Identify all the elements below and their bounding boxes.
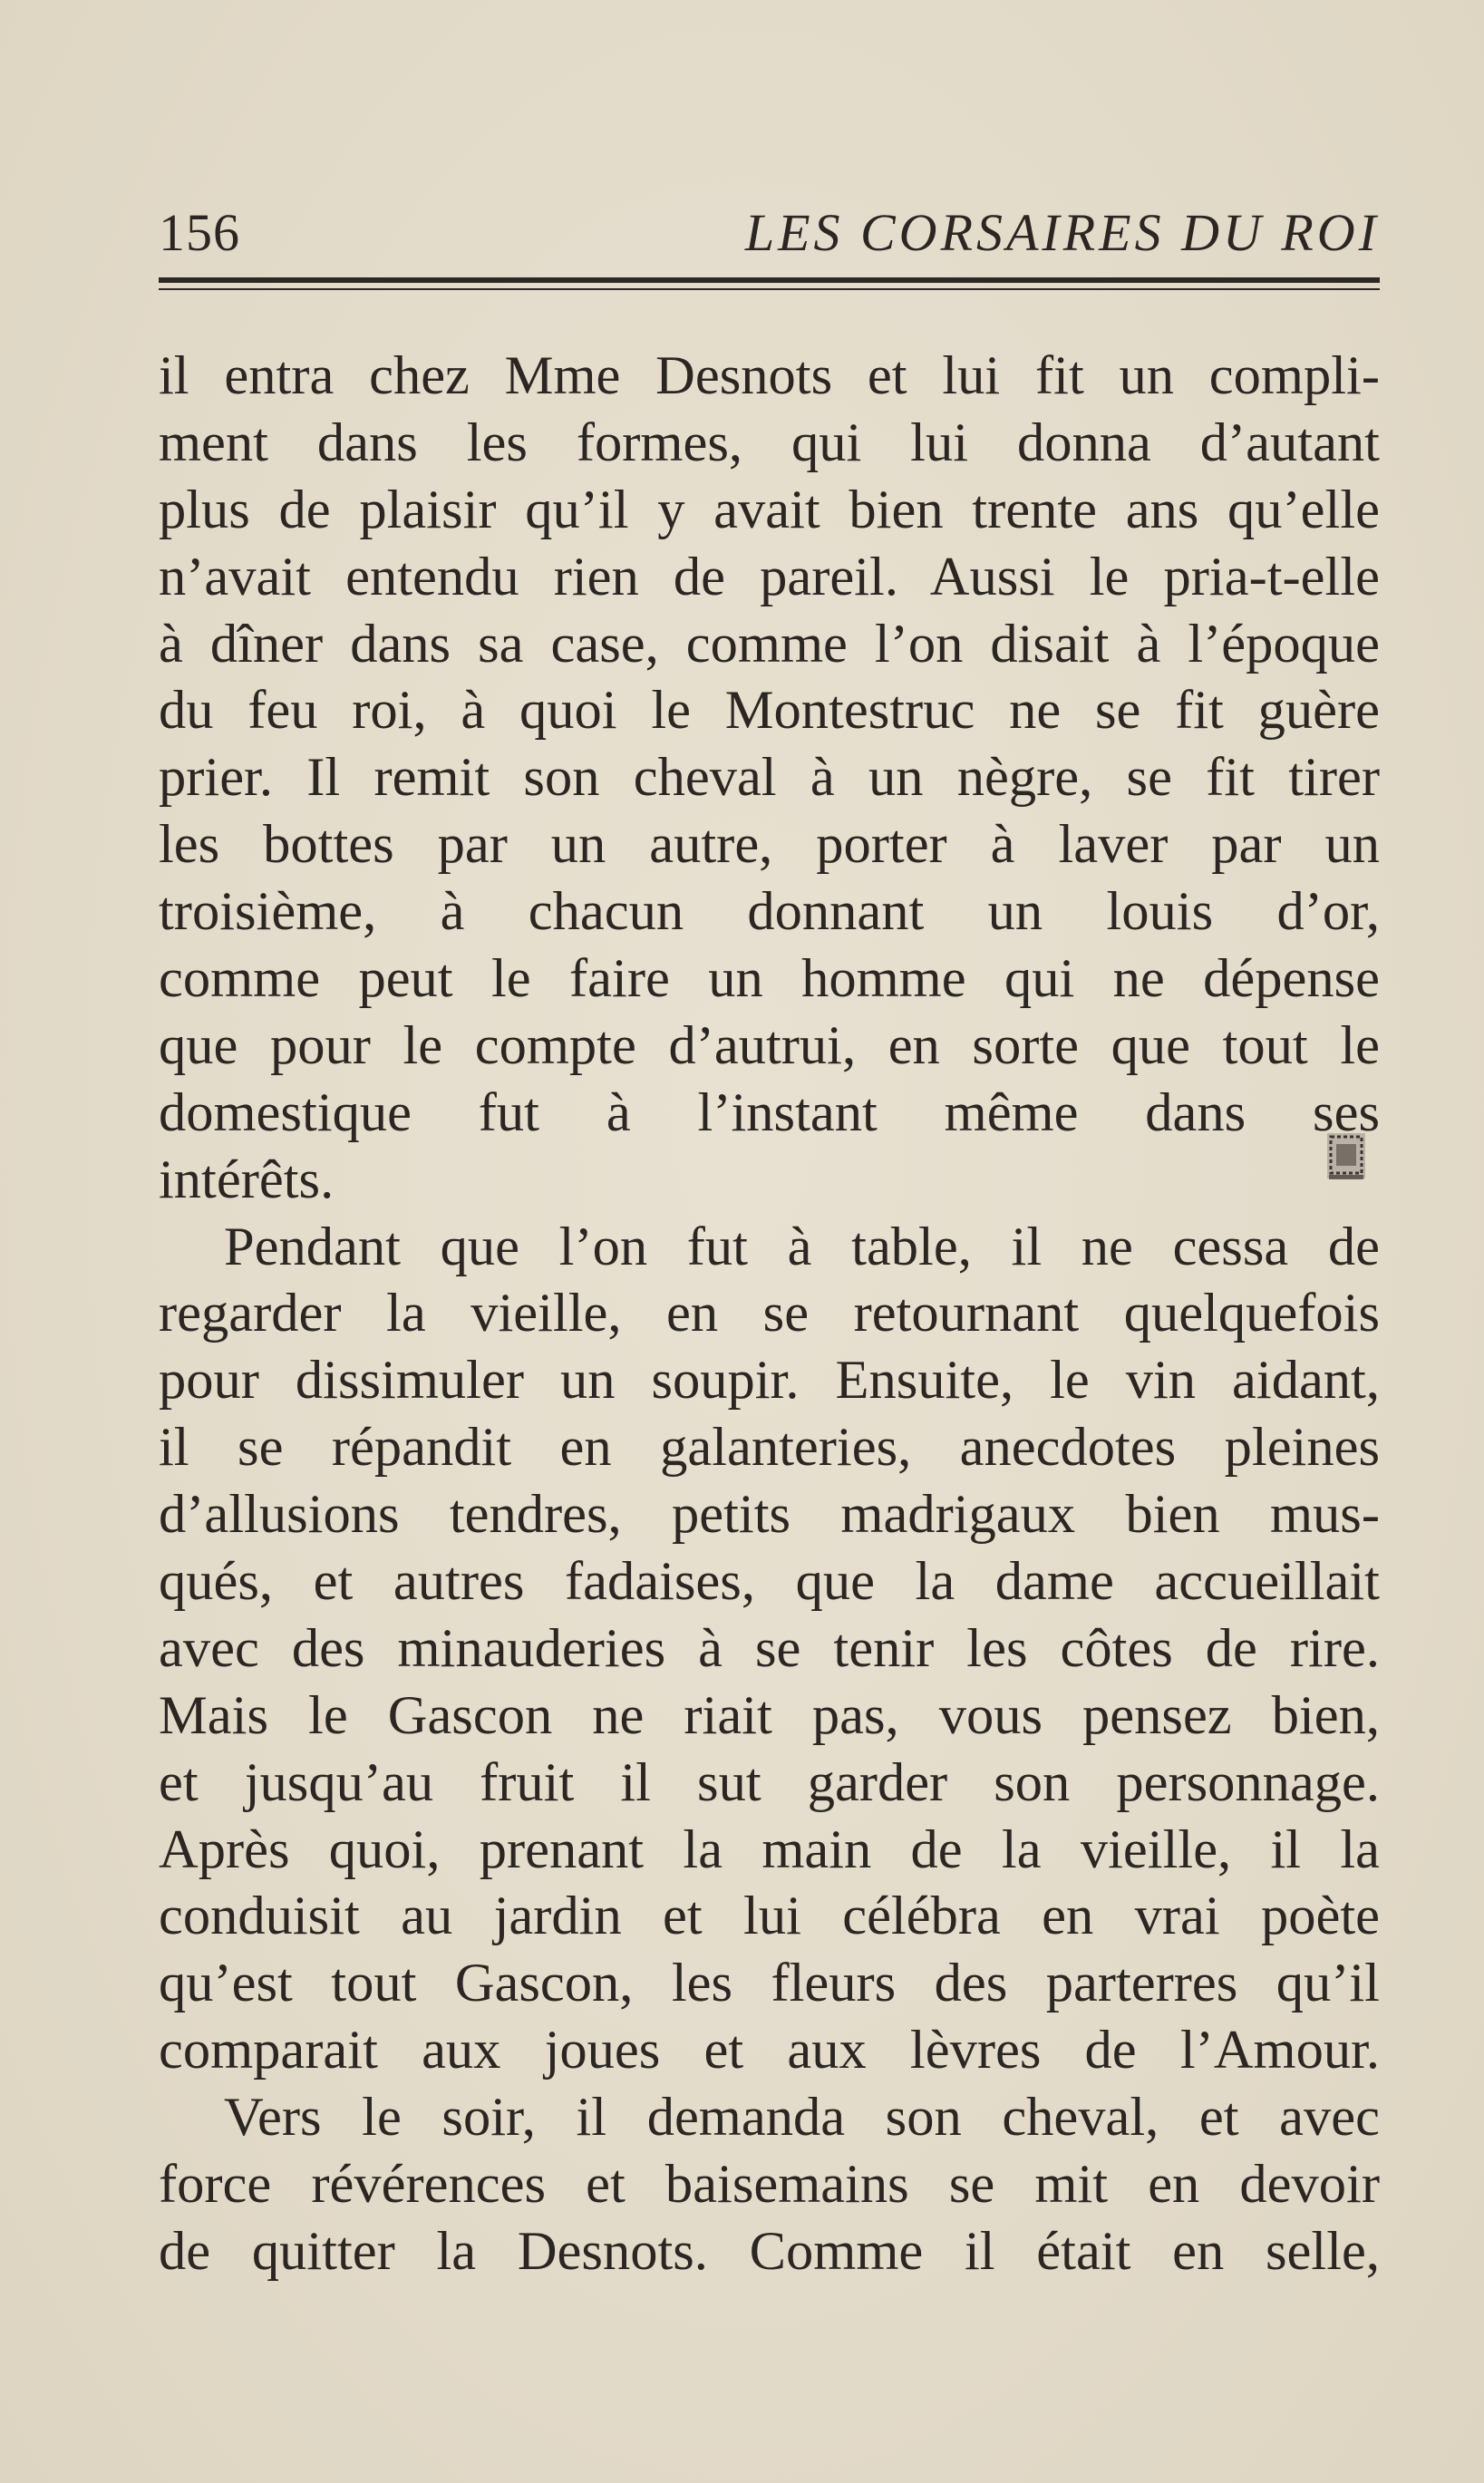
text-line: comparait aux joues et aux lèvres de l’Amour. [159, 2020, 1380, 2081]
page-number: 156 [159, 203, 240, 262]
text-line: n’avait entendu rien de pareil. Aussi le pria-t-elle [159, 546, 1380, 607]
text-line: d’allusions tendres, petits madrigaux bien mus- [159, 1484, 1380, 1546]
paragraph-1 [159, 343, 1380, 1214]
paragraph-2 [159, 1214, 1380, 2085]
header-rule-thick [159, 277, 1380, 283]
text-line: intérêts. [159, 1149, 335, 1210]
text-line: et jusqu’au fruit il sut garder son personnage. [159, 1751, 1380, 1813]
text-line: du feu roi, à quoi le Montestruc ne se fit guère [159, 680, 1380, 742]
text-line: avec des minauderies à se tenir les côtes de rire. [159, 1617, 1380, 1679]
text-line: pour dissimuler un soupir. Ensuite, le vin aidant, [159, 1350, 1380, 1411]
text-line: qués, et autres fadaises, que la dame accueillait [159, 1551, 1380, 1613]
header-rule-thin [159, 288, 1380, 290]
text-line: force révérences et baisemains se mit en devoir [159, 2154, 1380, 2216]
text-line: prier. Il remit son cheval à un nègre, se fit tirer [159, 747, 1380, 809]
text-line: Pendant que l’on fut à table, il ne cessa de [224, 1216, 1380, 1277]
text-line: domestique fut à l’instant même dans ses [159, 1081, 1380, 1143]
text-line: il se répandit en galanteries, anecdotes pleines [159, 1417, 1380, 1479]
body-text [159, 343, 1380, 2285]
text-line: à dîner dans sa case, comme l’on disait à l’époque [159, 613, 1380, 674]
text-line: il entra chez Mme Desnots et lui fit un compli- [159, 345, 1380, 406]
text-line: Mais le Gascon ne riait pas, vous pensez bien, [159, 1684, 1380, 1746]
text-line: que pour le compte d’autrui, en sorte que tout le [159, 1014, 1380, 1076]
text-line: qu’est tout Gascon, les fleurs des parterres qu’il [159, 1953, 1380, 2014]
text-line: de quitter la Desnots. Comme il était en selle, [159, 2220, 1380, 2282]
page-header [159, 201, 1380, 265]
text-line: les bottes par un autre, porter à laver par un [159, 814, 1380, 876]
text-line: comme peut le faire un homme qui ne dépense [159, 948, 1380, 1010]
running-title: LES CORSAIRES DU ROI [744, 203, 1380, 262]
text-line: conduisit au jardin et lui célébra en vrai poète [159, 1886, 1380, 1947]
section-ornament-icon [1322, 1130, 1371, 1184]
text-line: Vers le soir, il demanda son cheval, et avec [224, 2087, 1380, 2148]
text-line: troisième, à chacun donnant un louis d’or, [159, 881, 1380, 943]
text-line: Après quoi, prenant la main de la vieille, il la [159, 1819, 1380, 1880]
paragraph-3 [159, 2084, 1380, 2285]
text-line: ment dans les formes, qui lui donna d’autant [159, 412, 1380, 473]
text-line: plus de plaisir qu’il y avait bien trente ans qu’elle [159, 479, 1380, 540]
text-line: regarder la vieille, en se retournant quelquefois [159, 1283, 1380, 1344]
